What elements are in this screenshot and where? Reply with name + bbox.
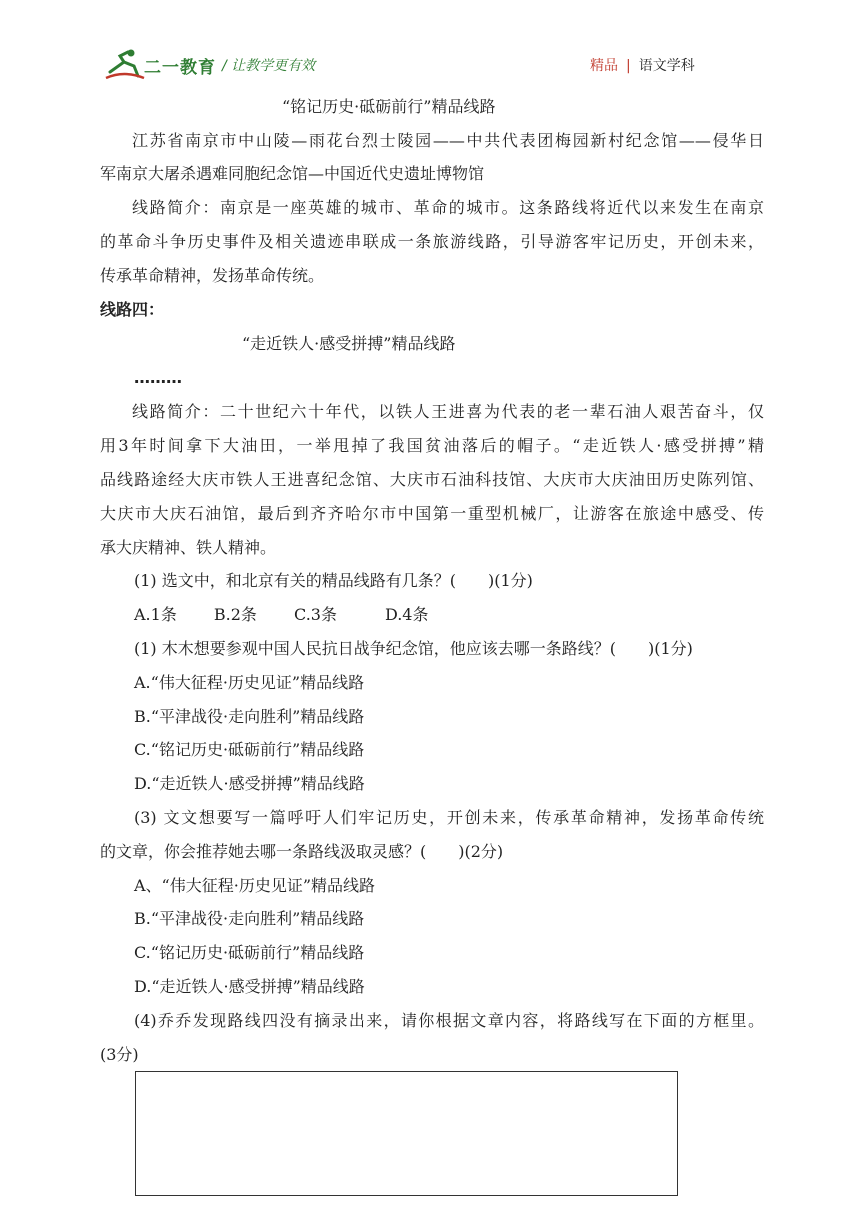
route3-title: “铭记历史·砥砺前行”精品线路	[282, 97, 496, 116]
route4-intro-line: 品线路途经大庆市铁人王进喜纪念馆、大庆市石油科技馆、大庆市大庆油田历史陈列馆、	[100, 470, 764, 489]
question-2-stem: (1) 木木想要参观中国人民抗日战争纪念馆，他应该去哪一条路线？( )(1分)	[134, 639, 693, 658]
answer-box[interactable]	[135, 1071, 678, 1196]
slogan: / 让教学更有效	[222, 58, 316, 74]
route4-ellipsis: ………	[134, 368, 182, 387]
route4-title: “走近铁人·感受拼搏”精品线路	[242, 334, 456, 353]
question-2-option-b: B.“平津战役·走向胜利”精品线路	[134, 707, 365, 726]
question-4-stem: (4)乔乔发现路线四没有摘录出来，请你根据文章内容，将路线写在下面的方框里。	[134, 1011, 764, 1030]
brand-logo	[104, 48, 224, 82]
quality-tag: 精品	[590, 58, 618, 74]
route4-intro-line: 线路简介：二十世纪六十年代，以铁人王进喜为代表的老一辈石油人艰苦奋斗，仅	[132, 402, 764, 421]
question-2-option-c: C.“铭记历史·砥砺前行”精品线路	[134, 740, 365, 759]
question-3-option-b: B.“平津战役·走向胜利”精品线路	[134, 909, 365, 928]
brand-name: 二一教育	[144, 58, 216, 78]
runner-icon	[104, 48, 148, 82]
route4-heading: 线路四：	[100, 300, 165, 319]
route3-intro-line: 线路简介：南京是一座英雄的城市、革命的城市。这条路线将近代以来发生在南京	[132, 198, 764, 217]
route3-path-line: 军南京大屠杀遇难同胞纪念馆—中国近代史遗址博物馆	[100, 164, 485, 183]
route4-intro-line: 大庆市大庆石油馆，最后到齐齐哈尔市中国第一重型机械厂，让游客在旅途中感受、传	[100, 504, 764, 523]
question-2-option-d: D.“走近铁人·感受拼搏”精品线路	[134, 774, 365, 793]
route4-intro-line: 承大庆精神、铁人精神。	[100, 538, 277, 557]
question-3-option-d: D.“走近铁人·感受拼搏”精品线路	[134, 977, 365, 996]
question-3-stem: 的文章，你会推荐她去哪一条路线汲取灵感？( )(2分)	[100, 842, 504, 861]
question-1-stem: (1) 选文中，和北京有关的精品线路有几条？( )(1分)	[134, 571, 533, 590]
route3-path-line: 江苏省南京市中山陵—雨花台烈士陵园——中共代表团梅园新村纪念馆——侵华日	[132, 131, 764, 150]
question-2-option-a: A.“伟大征程·历史见证”精品线路	[134, 673, 365, 692]
route4-intro-line: 用3年时间拿下大油田，一举甩掉了我国贫油落后的帽子。“走近铁人·感受拼搏”精	[100, 436, 764, 455]
page-header	[0, 0, 860, 90]
subject-tag: 语文学科	[638, 58, 695, 74]
question-3-option-a: A、“伟大征程·历史见证”精品线路	[134, 876, 376, 895]
question-1-options: A.1条 B.2条 C.3条 D.4条	[134, 605, 429, 624]
question-3-stem: (3) 文文想要写一篇呼吁人们牢记历史，开创未来，传承革命精神，发扬革命传统	[134, 808, 764, 827]
question-4-points: (3分)	[100, 1045, 139, 1064]
header-tags	[590, 55, 695, 75]
route3-intro-line: 的革命斗争历史事件及相关遗迹串联成一条旅游线路，引导游客牢记历史，开创未来，	[100, 232, 764, 251]
tag-divider: |	[626, 58, 631, 74]
route3-intro-line: 传承革命精神，发扬革命传统。	[100, 266, 325, 285]
question-3-option-c: C.“铭记历史·砥砺前行”精品线路	[134, 943, 365, 962]
